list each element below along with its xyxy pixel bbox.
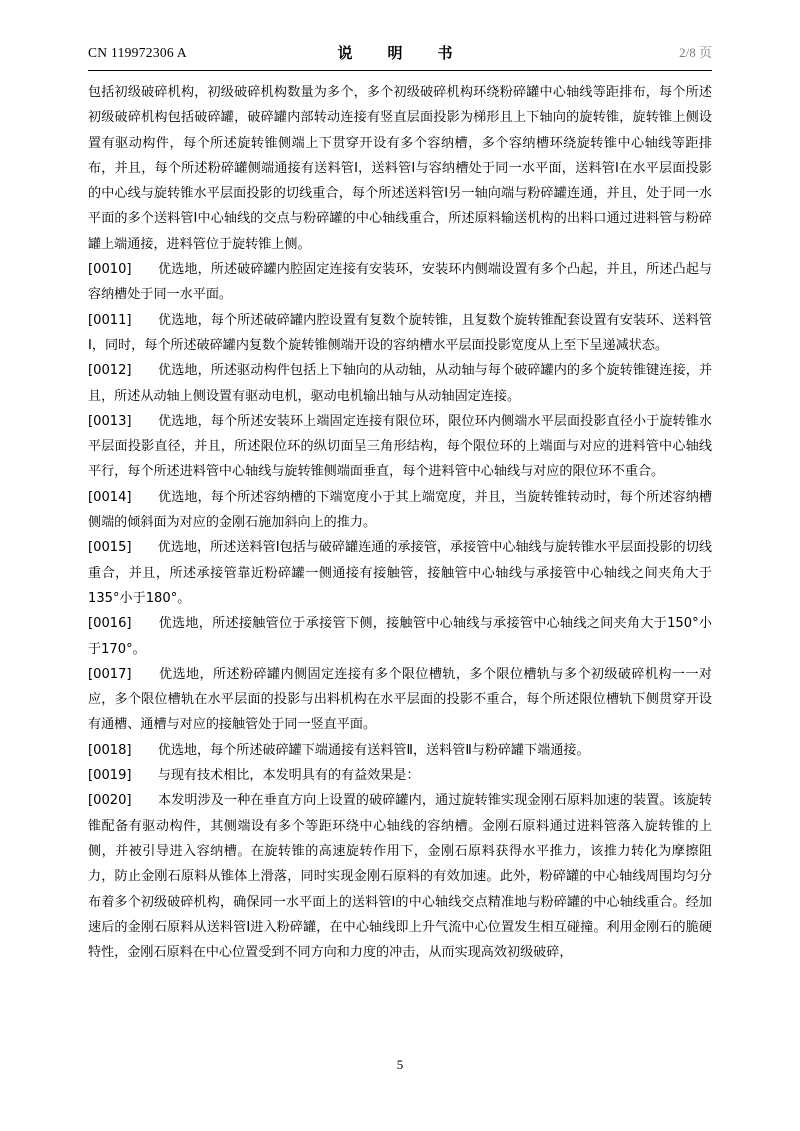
paragraph-number: [0014] xyxy=(88,489,132,505)
paragraph-text: 优选地，每个所述破碎罐下端通接有送料管Ⅱ，送料管Ⅱ与粉碎罐下端通接。 xyxy=(157,742,590,758)
footer-page-number: 5 xyxy=(396,1057,404,1072)
paragraph-0019 xyxy=(88,763,712,788)
paragraph-number: [0010] xyxy=(88,262,132,278)
paragraph-0012 xyxy=(88,358,712,409)
paragraph-continued xyxy=(88,80,712,257)
paragraph-0018 xyxy=(88,738,712,763)
paragraph-0010 xyxy=(88,257,712,308)
paragraph-0015 xyxy=(88,535,712,611)
paragraph-number: [0017] xyxy=(88,666,132,682)
paragraph-text: 优选地，所述接触管位于承接管下侧，接触管中心轴线与承接管中心轴线之间夹角大于150°小于170°。 xyxy=(88,616,713,657)
paragraph-0017 xyxy=(88,662,712,738)
paragraph-0011 xyxy=(88,308,712,359)
paragraph-number: [0012] xyxy=(88,363,132,379)
document-title: 说 明 书 xyxy=(337,44,463,62)
paragraph-number: [0020] xyxy=(88,793,132,809)
page-indicator: 2/8 页 xyxy=(679,45,712,60)
paragraph-0020 xyxy=(88,788,712,965)
header-divider xyxy=(88,70,712,71)
paragraph-0014 xyxy=(88,485,712,536)
paragraph-number: [0018] xyxy=(88,742,132,758)
paragraph-text: 优选地，每个所述安装环上端固定连接有限位环，限位环内侧端水平层面投影直径小于旋转锥水平层面投影直径，并且，所述限位环的纵切面呈三角形结构，每个限位环的上端面与对应的进料管中心轴线平行，每个所述进料管中心轴线与旋转锥侧端面垂直，每个进料管中心轴线与对应的限位环不重合。 xyxy=(88,413,712,480)
paragraph-text: 本发明涉及一种在垂直方向上设置的破碎罐内，通过旋转锥实现金刚石原料加速的装置。该旋转锥配备有驱动构件，其侧端设有多个等距环绕中心轴线的容纳槽。金刚石原料通过进料管落入旋转锥的上侧，并被引导进入容纳槽。在旋转锥的高速旋转作用下，金刚石原料获得水平推力，该推力转化为摩擦阻力，防止金刚石原料从锥体上滑落，同时实现金刚石原料的有效加速。此外，粉碎罐的中心轴线周围均匀分布着多个初级破碎机构，确保同一水平面上的送料管Ⅰ的中心轴线交点精准地与粉碎罐的中心轴线重合。经加速后的金刚石原料从送料管Ⅰ进入粉碎罐，在中心轴线即上升气流中心位置发生相互碰撞。利用金刚石的脆硬特性，金刚石原料在中心位置受到不同方向和力度的冲击，从而实现高效初级破碎， xyxy=(88,793,712,961)
paragraph-number: [0011] xyxy=(88,312,132,328)
document-body xyxy=(88,80,712,965)
paragraph-text: 优选地，所述送料管Ⅰ包括与破碎罐连通的承接管，承接管中心轴线与旋转锥水平层面投影的切线重合，并且，所述承接管靠近粉碎罐一侧通接有接触管，接触管中心轴线与承接管中心轴线之间夹角大于135°小于180°。 xyxy=(88,540,712,606)
paragraph-text: 优选地，所述破碎罐内腔固定连接有安装环，安装环内侧端设置有多个凸起，并且，所述凸起与容纳槽处于同一水平面。 xyxy=(88,262,712,303)
paragraph-text: 与现有技术相比，本发明具有的有益效果是： xyxy=(157,768,420,784)
paragraph-text: 优选地，所述驱动构件包括上下轴向的从动轴，从动轴与每个破碎罐内的多个旋转锥键连接，并且，所述从动轴上侧设置有驱动电机，驱动电机输出轴与从动轴固定连接。 xyxy=(88,363,712,404)
paragraph-number: [0019] xyxy=(88,768,132,784)
paragraph-number: [0016] xyxy=(88,616,132,632)
paragraph-text: 包括初级破碎机构，初级破碎机构数量为多个，多个初级破碎机构环绕粉碎罐中心轴线等距排布，每个所述初级破碎机构包括破碎罐，破碎罐内部转动连接有竖直层面投影为梯形且上下轴向的旋转锥，旋转锥上侧设置有驱动构件，每个所述旋转锥侧端上下贯穿开设有多个容纳槽，多个容纳槽环绕旋转锥中心轴线等距排布，并且，每个所述粉碎罐侧端通接有送料管Ⅰ，送料管Ⅰ与容纳槽处于同一水平面，送料管Ⅰ在水平层面投影的中心线与旋转锥水平层面投影的切线重合，每个所述送料管Ⅰ另一轴向端与粉碎罐连通，并且，处于同一水平面的多个送料管Ⅰ中心轴线的交点与粉碎罐的中心轴线重合，所述原料输送机构的出料口通过进料管与粉碎罐上端通接，进料管位于旋转锥上侧。 xyxy=(88,85,712,252)
page-footer xyxy=(0,1057,800,1073)
paragraph-text: 优选地，每个所述容纳槽的下端宽度小于其上端宽度，并且，当旋转锥转动时，每个所述容纳槽侧端的倾斜面为对应的金刚石施加斜向上的推力。 xyxy=(88,489,712,531)
page-header xyxy=(88,42,712,70)
publication-number: CN 119972306 A xyxy=(88,45,187,60)
paragraph-text: 优选地，所述粉碎罐内侧固定连接有多个限位槽轨，多个限位槽轨与多个初级破碎机构一一对应，多个限位槽轨在水平层面的投影与出料机构在水平层面的投影不重合，每个所述限位槽轨下侧贯穿开设有通槽、通槽与对应的接触管处于同一竖直平面。 xyxy=(88,666,713,733)
paragraph-text: 优选地，每个所述破碎罐内腔设置有复数个旋转锥，且复数个旋转锥配套设置有安装环、送料管Ⅰ，同时，每个所述破碎罐内复数个旋转锥侧端开设的容纳槽水平层面投影宽度从上至下呈递减状态。 xyxy=(88,312,712,353)
paragraph-number: [0015] xyxy=(88,540,132,556)
paragraph-0013 xyxy=(88,409,712,485)
paragraph-0016 xyxy=(88,611,712,662)
paragraph-number: [0013] xyxy=(88,413,132,429)
